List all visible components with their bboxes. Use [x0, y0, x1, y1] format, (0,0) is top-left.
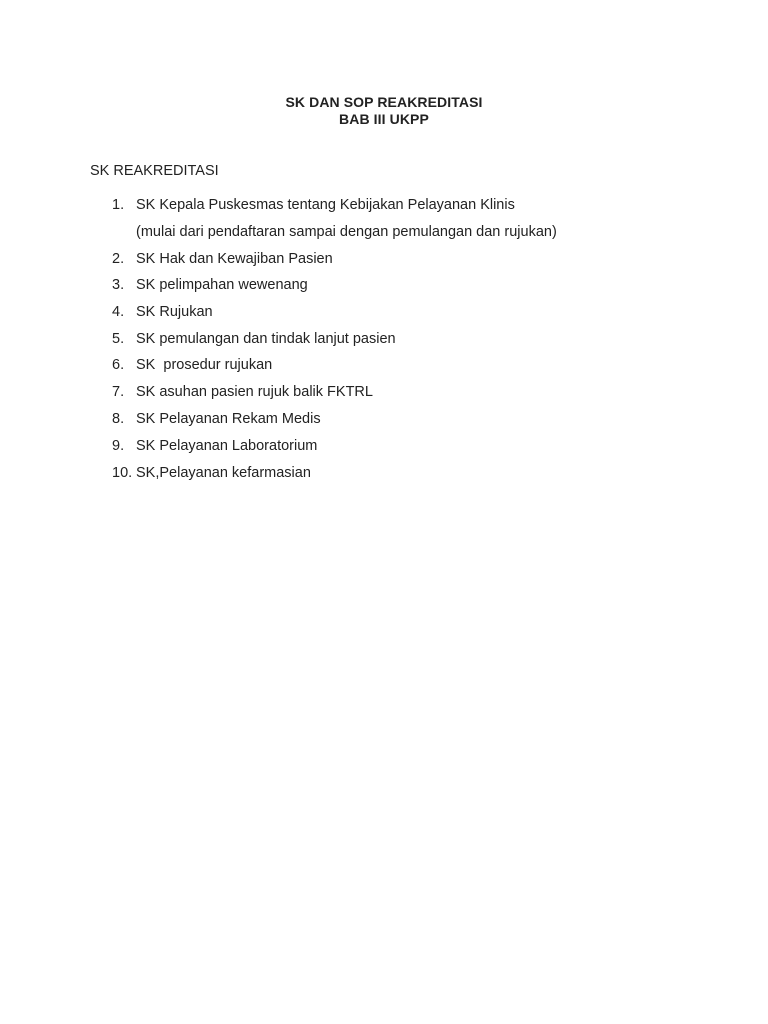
list-item-number: 8.	[112, 411, 125, 427]
list-item-text: SK prosedur rujukan	[136, 357, 273, 373]
section-heading: SK REAKREDITASI	[90, 163, 219, 179]
list-item-text: SK Pelayanan Rekam Medis	[136, 411, 321, 427]
list-item-number: 7.	[112, 384, 125, 400]
list-item-number: 9.	[112, 438, 125, 454]
title-block	[0, 94, 768, 128]
list-item-number: 4.	[112, 304, 125, 320]
list-item-text: SK asuhan pasien rujuk balik FKTRL	[136, 384, 373, 400]
list-item-text: SK Pelayanan Laboratorium	[136, 438, 318, 454]
list-item-number: 1.	[112, 197, 125, 213]
document-title: SK DAN SOP REAKREDITASI	[285, 94, 483, 110]
list-item-text: SK Hak dan Kewajiban Pasien	[136, 251, 333, 267]
list-item-text: SK Kepala Puskesmas tentang Kebijakan Pelayanan Klinis	[136, 197, 515, 213]
list-item-text: SK,Pelayanan kefarmasian	[136, 465, 311, 481]
list-item-number: 2.	[112, 251, 125, 267]
list-item-number: 6.	[112, 357, 125, 373]
list-item-number: 5.	[112, 331, 125, 347]
list-item-text: SK pemulangan dan tindak lanjut pasien	[136, 331, 396, 347]
document-subtitle: BAB III UKPP	[339, 111, 429, 127]
list-item-continuation: (mulai dari pendaftaran sampai dengan pemulangan dan rujukan)	[136, 224, 557, 240]
list-item-text: SK pelimpahan wewenang	[136, 277, 308, 293]
list-item-number: 3.	[112, 277, 125, 293]
list-item-text: SK Rujukan	[136, 304, 213, 320]
list-item-number: 10.	[112, 465, 133, 481]
